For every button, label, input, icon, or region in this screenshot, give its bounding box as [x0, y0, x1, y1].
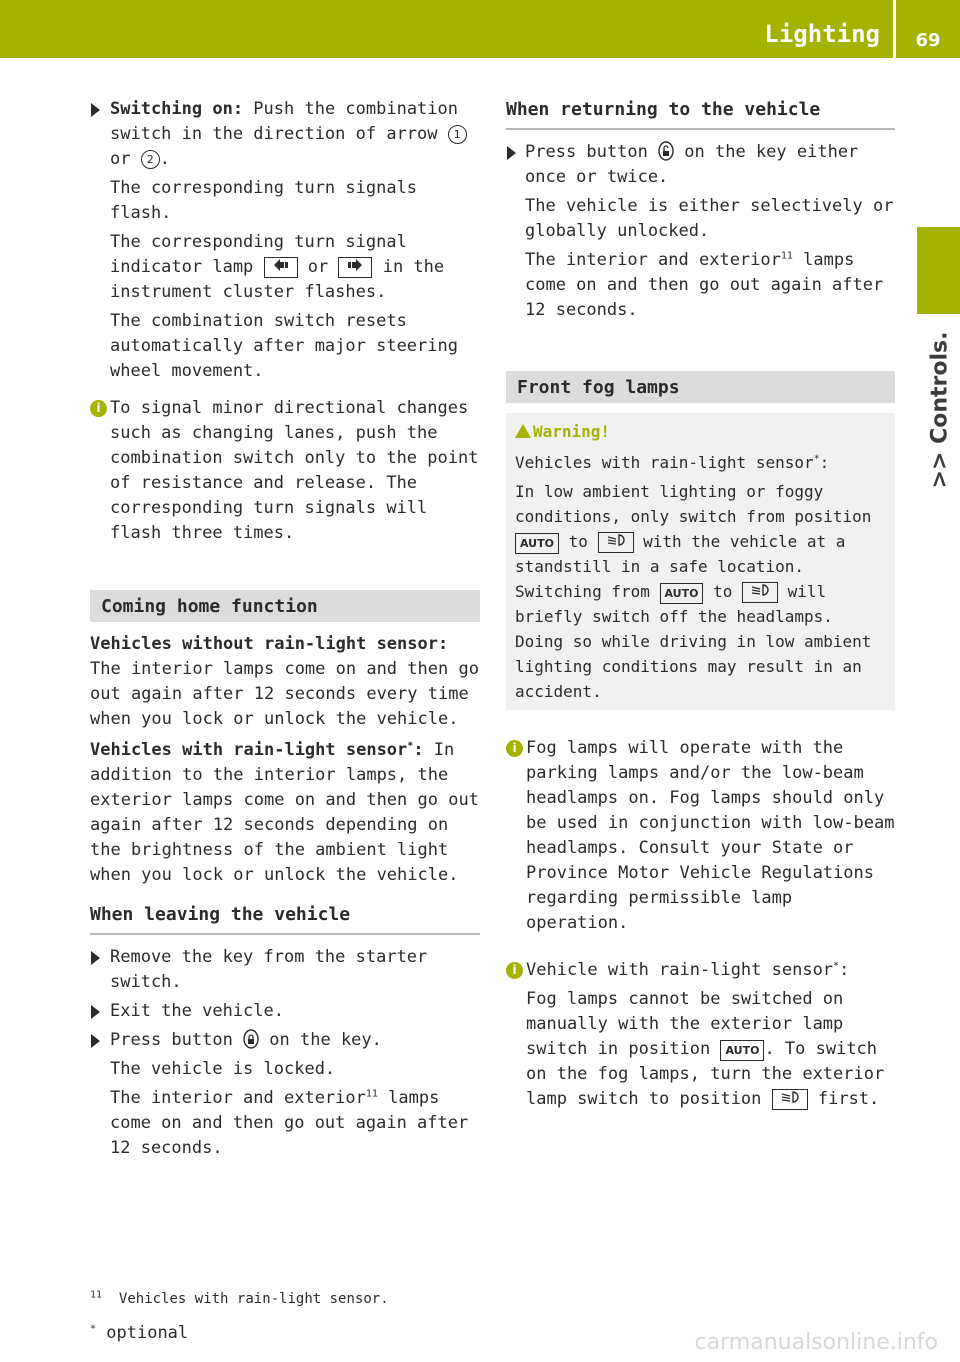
- text: Vehicles with rain-light sensor: [515, 453, 814, 472]
- watermark: carmanualsonline.info: [694, 1330, 938, 1355]
- text: lamps come on and then go out again after 12 seconds.: [525, 250, 884, 320]
- text: . To switch on the fog lamps, turn the exterior lamp switch to position: [526, 1039, 885, 1109]
- step-switching-on: [90, 97, 480, 172]
- step-arrow-icon: [91, 951, 100, 965]
- step-text: on the key.: [259, 1030, 382, 1050]
- text: lamps come on and then go out again after 12 seconds.: [110, 1088, 469, 1158]
- arrow-2-marker: 2: [141, 150, 160, 169]
- chapter-label: >> Controls.: [927, 331, 953, 489]
- step-label: Switching on:: [110, 99, 244, 119]
- section-heading: Front fog lamps: [506, 371, 895, 403]
- text: in the instrument cluster flashes.: [110, 257, 445, 302]
- text: The corresponding turn signal indicator lamp: [110, 232, 407, 277]
- info-icon: i: [506, 740, 523, 757]
- section-heading: When leaving the vehicle: [90, 902, 480, 935]
- footnote-ref: 11: [780, 250, 793, 262]
- info-note: [90, 396, 480, 546]
- label: Vehicles with rain-light sensor: [90, 740, 408, 760]
- page-number: 69: [915, 30, 941, 51]
- paragraph: The vehicle is locked.: [110, 1059, 336, 1079]
- step: [90, 945, 480, 995]
- section-heading: When returning to the vehicle: [506, 97, 895, 130]
- optional-marker: *: [813, 453, 820, 465]
- text: In addition to the interior lamps, the exterior lamps come on and then go out again after 12 seconds depending on the brightness of the ambient light when you lock or unlock the vehicle.: [90, 740, 479, 885]
- step-arrow-icon: [507, 146, 516, 160]
- step: [506, 140, 895, 190]
- unlock-button-icon: [658, 142, 674, 162]
- paragraph: [90, 632, 480, 732]
- low-beam-icon: [742, 582, 778, 603]
- header-bar: [0, 0, 960, 58]
- optional-text: optional: [96, 1323, 189, 1343]
- warning-box: [506, 413, 895, 710]
- info-text: [526, 987, 895, 1112]
- turn-left-indicator-icon: [264, 257, 298, 278]
- optional-marker: *: [90, 1323, 97, 1335]
- warning-label: Warning!: [533, 422, 611, 441]
- paragraph: [90, 230, 480, 305]
- text: Fog lamps cannot be switched on manually with the exterior lamp switch in position: [526, 989, 844, 1059]
- text: The interior and exterior: [110, 1088, 366, 1108]
- text: :: [839, 960, 850, 980]
- info-icon: i: [506, 962, 523, 979]
- info-text: [526, 958, 895, 983]
- section-title: Lighting: [764, 20, 880, 48]
- label: :: [413, 740, 424, 760]
- optional-marker: *: [833, 960, 840, 972]
- text: In low ambient lighting or foggy conditions, only switch from position: [515, 482, 872, 526]
- info-text: To signal minor directional changes such as changing lanes, push the combination switch only to the point of resistance and release. The corresponding turn signals will flash three times.: [110, 398, 479, 543]
- text: The interior and exterior: [525, 250, 781, 270]
- side-tab: [917, 227, 960, 314]
- paragraph: [90, 1086, 480, 1161]
- text: with the vehicle at a standstill in a safe location. Switching from: [515, 532, 846, 601]
- auto-position-icon: AUTO: [515, 533, 559, 554]
- auto-position-icon: AUTO: [660, 583, 704, 604]
- info-icon: i: [90, 400, 107, 417]
- footnote: [90, 1287, 389, 1312]
- text: to: [703, 582, 742, 601]
- optional-marker: *: [407, 740, 414, 752]
- warning-title: [515, 419, 886, 444]
- step-arrow-icon: [91, 103, 100, 117]
- optional-note: [90, 1321, 188, 1346]
- right-column: [506, 97, 895, 1112]
- footnote-ref: 11: [365, 1088, 378, 1100]
- text: The interior lamps come on and then go out again after 12 seconds every time when you lock or unlock the vehicle.: [90, 659, 479, 729]
- text: :: [819, 453, 830, 472]
- warning-text: [515, 450, 886, 475]
- step-arrow-icon: [91, 1005, 100, 1019]
- step-text: Press button: [110, 1030, 244, 1050]
- info-text: Fog lamps will operate with the parking lamps and/or the low-beam headlamps on. Fog lamps should only be used in conjunction with low-beam headlamps. Consult your State or Province Motor Vehicle Regulations regarding permissible lamp operation.: [526, 738, 895, 933]
- arrow-1-marker: 1: [448, 125, 467, 144]
- step-text: or: [110, 149, 141, 169]
- paragraph: The corresponding turn signals flash.: [110, 178, 418, 223]
- step-text: Push the combination switch in the direction of arrow: [110, 99, 458, 144]
- paragraph: [90, 738, 480, 888]
- paragraph: [506, 248, 895, 323]
- text: Vehicle with rain-light sensor: [526, 960, 834, 980]
- footnote-text: Vehicles with rain-light sensor.: [118, 1291, 389, 1307]
- step: [90, 999, 480, 1024]
- footnote-number: 11: [90, 1289, 103, 1301]
- info-note: [506, 958, 895, 1112]
- step-text: .: [159, 149, 170, 169]
- left-column: [90, 97, 480, 1165]
- warning-text: [515, 479, 886, 704]
- paragraph: The vehicle is either selectively or globally unlocked.: [525, 196, 894, 241]
- label: Vehicles without rain-light sensor:: [90, 634, 449, 654]
- turn-right-indicator-icon: [338, 257, 372, 278]
- text: or: [297, 257, 339, 277]
- warning-triangle-icon: [515, 424, 531, 438]
- text: will briefly switch off the headlamps. Doing so while driving in low ambient lighting conditions may result in an accident.: [515, 582, 872, 701]
- step-arrow-icon: [91, 1034, 100, 1048]
- step-text: Remove the key from the starter switch.: [110, 947, 428, 992]
- section-heading: Coming home function: [90, 590, 480, 622]
- info-note: [506, 736, 895, 936]
- step: [90, 1028, 480, 1053]
- low-beam-icon: [772, 1089, 808, 1110]
- paragraph: The combination switch resets automatically after major steering wheel movement.: [110, 311, 458, 381]
- step-text: Press button: [525, 142, 659, 162]
- step-text: Exit the vehicle.: [110, 1001, 284, 1021]
- text: to: [558, 532, 598, 551]
- step-text: on the key either once or twice.: [525, 142, 859, 187]
- auto-position-icon: AUTO: [720, 1040, 764, 1061]
- low-beam-icon: [598, 532, 634, 553]
- text: first.: [807, 1089, 880, 1109]
- lock-button-icon: [243, 1030, 259, 1050]
